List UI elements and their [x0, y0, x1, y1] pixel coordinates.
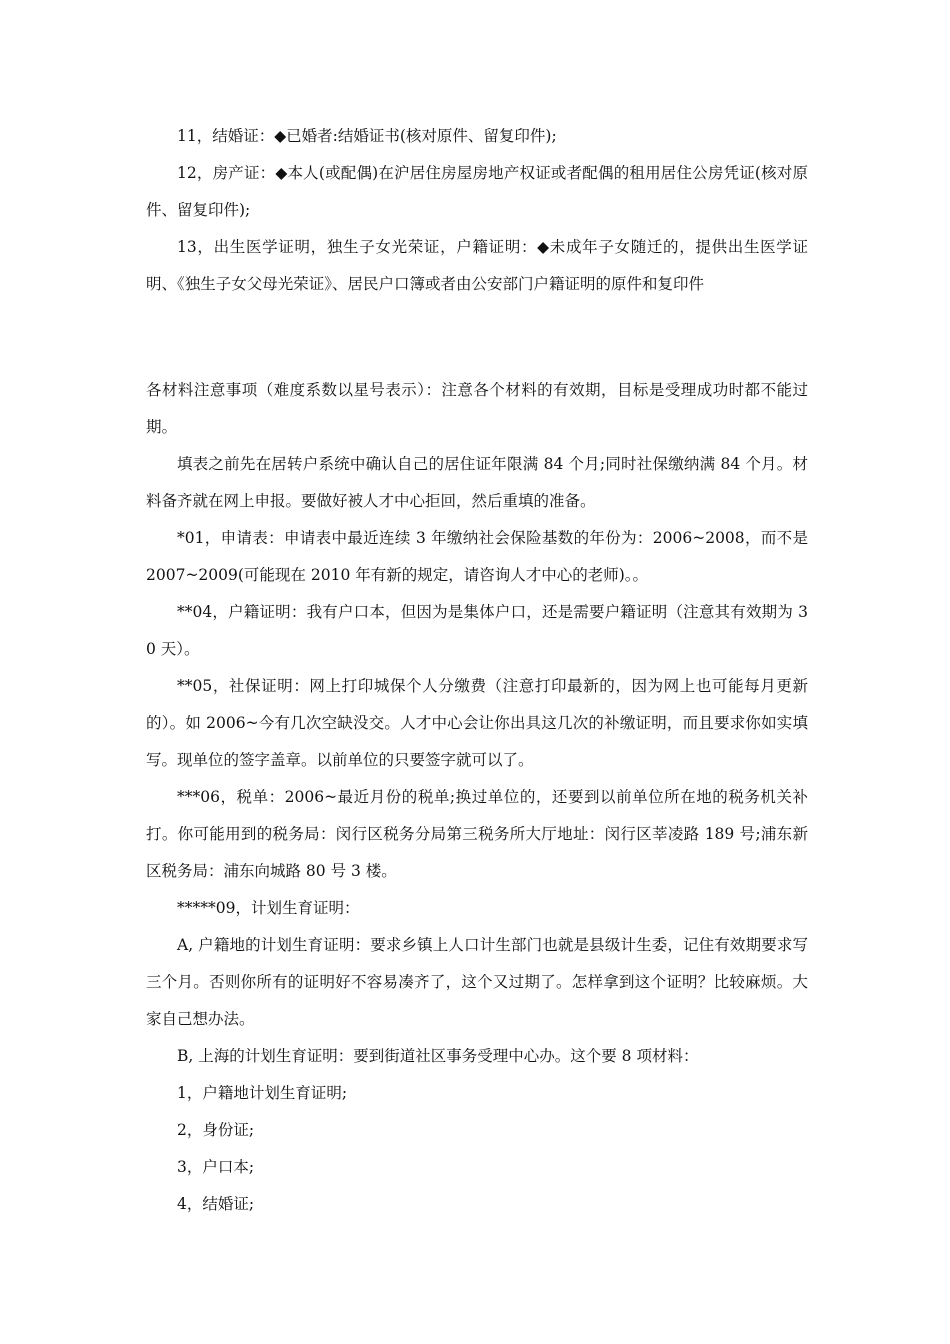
paragraph-household-proof: **04，户籍证明：我有户口本，但因为是集体户口，还是需要户籍证明（注意其有效期为 30 天）。	[146, 603, 808, 658]
list-item: 3，户口本;	[177, 1158, 255, 1176]
list-item: 2，身份证;	[177, 1121, 255, 1139]
paragraph-family-planning-shanghai: B, 上海的计划生育证明：要到街道社区事务受理中心办。这个要 8 项材料：	[177, 1047, 699, 1065]
paragraph-property-certificate: 12，房产证：◆本人(或配偶)在沪居住房屋房地产权证或者配偶的租用居住公房凭证(核对原件、留复印件);	[146, 164, 808, 219]
paragraph-marriage-certificate: 11，结婚证：◆已婚者:结婚证书(核对原件、留复印件);	[177, 127, 557, 145]
list-item: 1，户籍地计划生育证明;	[177, 1084, 348, 1102]
paragraph-social-insurance-proof: **05，社保证明：网上打印城保个人分缴费（注意打印最新的，因为网上也可能每月更新的）。如 2006~今有几次空缺没交。人才中心会让你出具这几次的补缴证明，而且要求你如实填写。现单位的签字盖章。以前单位的只要签字就可以了。	[146, 677, 808, 769]
paragraph-birth-certificate: 13，出生医学证明，独生子女光荣证，户籍证明：◆未成年子女随迁的，提供出生医学证明、《独生子女父母光荣证》、居民户口簿或者由公安部门户籍证明的原件和复印件	[146, 238, 808, 293]
paragraph-family-planning-heading: *****09，计划生育证明：	[177, 899, 360, 917]
section-gap	[146, 303, 808, 372]
paragraph-residence-requirement: 填表之前先在居转户系统中确认自己的居住证年限满 84 个月;同时社保缴纳满 84 个月。材料备齐就在网上申报。要做好被人才中心拒回，然后重填的准备。	[146, 455, 808, 510]
paragraph-application-form: *01，申请表：申请表中最近连续 3 年缴纳社会保险基数的年份为：2006~2008，而不是 2007~2009(可能现在 2010 年有新的规定，请咨询人才中心的老师)。。	[146, 529, 808, 584]
notes-heading: 各材料注意事项（难度系数以星号表示）：注意各个材料的有效期，目标是受理成功时都不能过期。	[146, 381, 808, 436]
paragraph-tax-receipt: ***06，税单：2006~最近月份的税单;换过单位的，还要到以前单位所在地的税务机关补打。你可能用到的税务局：闵行区税务分局第三税务所大厅地址：闵行区莘凌路 189 号;浦东新区税务局：浦东向城路 80 号 3 楼。	[146, 788, 808, 880]
document-body	[146, 118, 808, 1223]
list-item: 4，结婚证;	[177, 1195, 255, 1213]
paragraph-family-planning-origin: A, 户籍地的计划生育证明：要求乡镇上人口计生部门也就是县级计生委，记住有效期要求写三个月。否则你所有的证明好不容易凑齐了，这个又过期了。怎样拿到这个证明？比较麻烦。大家自己想办法。	[146, 936, 808, 1028]
